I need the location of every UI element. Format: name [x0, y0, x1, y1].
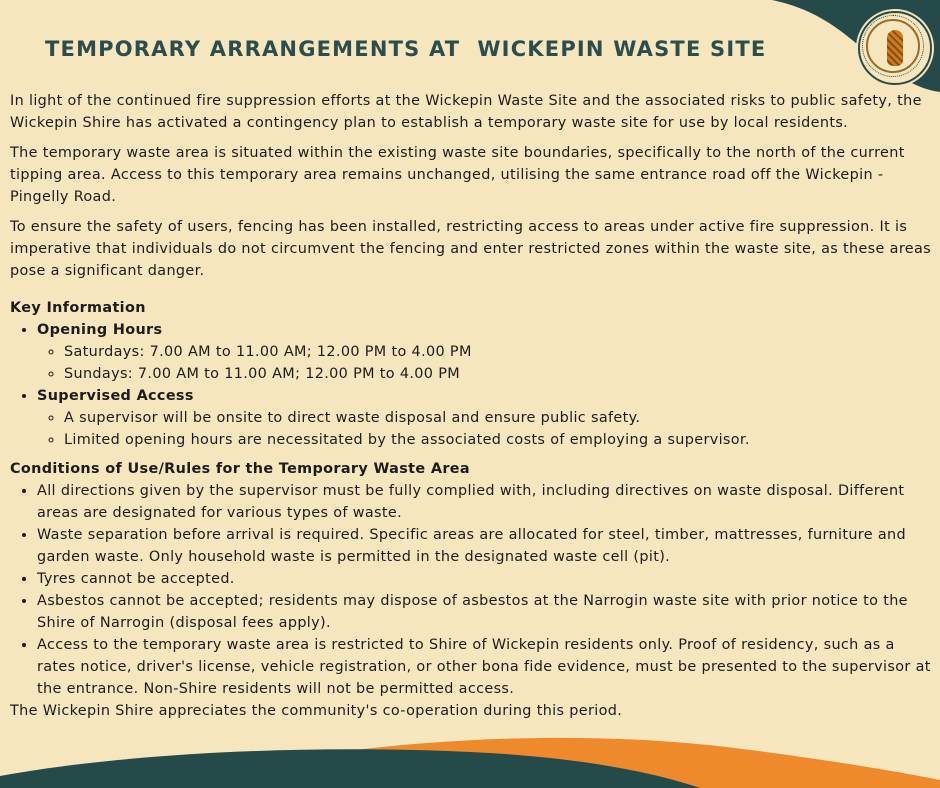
- list-item: [37, 319, 936, 385]
- shire-seal-logo: [858, 11, 932, 85]
- conditions-heading: Conditions of Use/Rules for the Temporary Waste Area: [10, 461, 470, 477]
- seal-emblem-icon: [887, 30, 903, 66]
- opening-hours-sublist: [37, 341, 936, 385]
- opening-hours-title: Opening Hours: [37, 322, 163, 338]
- key-information-list: [10, 319, 936, 451]
- list-item: • Access to the temporary waste area is restricted to Shire of Wickepin residents only. Proof of residency, such as a rates notice, driver's license, vehicle registration, or other bona fide evidence, must be presented to the supervisor at the entrance. Non-Shire residents will not be permitted access.: [37, 634, 936, 700]
- intro-paragraph: In light of the continued fire suppression efforts at the Wickepin Waste Site and the associated risks to public safety, the Wickepin Shire has activated a contingency plan to establish a temporary waste site for use by local residents.: [10, 93, 922, 131]
- list-item: • All directions given by the supervisor must be fully complied with, including directives on waste disposal. Different areas are designated for various types of waste.: [37, 480, 936, 524]
- list-item: • Tyres cannot be accepted.: [37, 568, 936, 590]
- bottom-teal-wave: [0, 749, 700, 788]
- page-title: TEMPORARY ARRANGEMENTS AT WICKEPIN WASTE SITE: [45, 37, 767, 61]
- list-item: ◦ Sundays: 7.00 AM to 11.00 AM; 12.00 PM to 4.00 PM: [64, 363, 936, 385]
- supervised-access-sublist: [37, 407, 936, 451]
- conditions-list: [10, 480, 936, 700]
- bottom-orange-wave: [150, 738, 940, 788]
- location-paragraph: The temporary waste area is situated within the existing waste site boundaries, specifically to the north of the current tipping area. Access to this temporary area remains unchanged, utilising the same entrance road off the Wickepin - Pingelly Road.: [10, 145, 905, 205]
- notice-body: [10, 90, 936, 730]
- list-item: ◦ Limited opening hours are necessitated by the associated costs of employing a supervisor.: [64, 429, 936, 451]
- list-item: ◦ A supervisor will be onsite to direct waste disposal and ensure public safety.: [64, 407, 936, 429]
- supervised-access-title: Supervised Access: [37, 388, 194, 404]
- safety-paragraph: To ensure the safety of users, fencing has been installed, restricting access to areas under active fire suppression. It is imperative that individuals do not circumvent the fencing and enter restricted zones within the waste site, as these areas pose a significant danger.: [10, 219, 931, 279]
- list-item: [37, 385, 936, 451]
- closing-paragraph: The Wickepin Shire appreciates the community's co-operation during this period.: [10, 703, 623, 719]
- list-item: • Waste separation before arrival is required. Specific areas are allocated for steel, timber, mattresses, furniture and garden waste. Only household waste is permitted in the designated waste cell (pit).: [37, 524, 936, 568]
- list-item: • Asbestos cannot be accepted; residents may dispose of asbestos at the Narrogin waste site with prior notice to the Shire of Narrogin (disposal fees apply).: [37, 590, 936, 634]
- key-information-heading: Key Information: [10, 300, 146, 316]
- list-item: ◦ Saturdays: 7.00 AM to 11.00 AM; 12.00 PM to 4.00 PM: [64, 341, 936, 363]
